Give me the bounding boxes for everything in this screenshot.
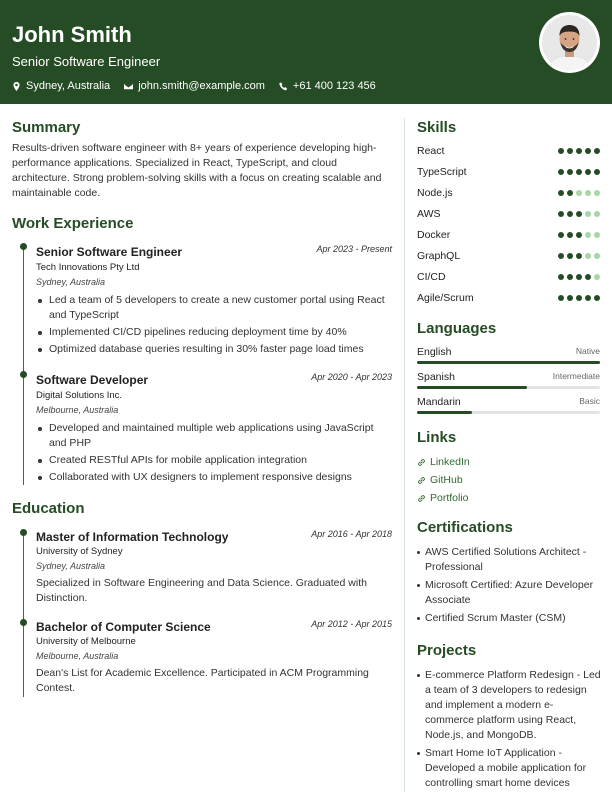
rating-dot [585,211,591,217]
rating-dot [585,148,591,154]
skill-row [417,145,600,159]
language-level: Native [575,346,600,356]
rating-dot [576,253,582,259]
rating-dot [594,211,600,217]
envelope-icon [124,82,133,91]
rating-dot [576,295,582,301]
rating-dot [576,190,582,196]
language-level: Basic [579,396,600,406]
rating-dot [558,295,564,301]
rating-dot [558,274,564,280]
map-pin-icon [12,82,21,91]
rating-dot [576,232,582,238]
rating-dot [576,211,582,217]
certifications-heading: Certifications [417,519,513,536]
degree-title: Master of Information Technology [36,530,229,544]
projects-list [417,668,602,792]
school-name: University of Melbourne [36,636,136,647]
rating-dot [594,232,600,238]
list-item: Developed and maintained multiple web applications using JavaScript and PHP [36,421,392,451]
rating-dot [585,169,591,175]
link-label[interactable]: Portfolio [430,492,469,504]
link-linkedin[interactable] [417,456,470,468]
list-item: Optimized database queries resulting in 30% faster page load times [36,342,392,357]
rating-dot [576,148,582,154]
education-timeline [23,531,24,697]
job-company: Digital Solutions Inc. [36,390,123,401]
candidate-name: John Smith [12,22,132,47]
contact-location [12,80,110,92]
skill-row [417,229,600,243]
school-location: Sydney, Australia [36,561,106,571]
resume-header [0,0,612,104]
language-row [417,346,600,366]
education-heading: Education [12,500,85,517]
list-item: E-commerce Platform Redesign - Led a team of 3 developers to redesign and implement a modern e-commerce platform using React, Node.js, and MongoDB. [417,668,602,743]
summary-text: Results-driven software engineer with 8+ years of experience developing high-performance applications. Specialized in React, TypeScript, and cloud architecture. Strong problem-solving skills with a focus on creating scalable and maintainable code. [12,142,382,199]
skill-row [417,292,600,306]
skill-row [417,208,600,222]
rating-dot [558,232,564,238]
rating-dot [576,169,582,175]
links-heading: Links [417,429,457,446]
rating-dot [594,148,600,154]
list-item: Created RESTful APIs for mobile application integration [36,453,392,468]
list-item: AWS Certified Solutions Architect - Professional [417,545,602,575]
skill-name: AWS [417,208,441,220]
rating-dot [594,169,600,175]
skill-rating [558,295,600,301]
language-row [417,396,600,416]
language-name: English [417,346,452,358]
language-progress-bar [417,411,600,414]
skill-rating [558,274,600,280]
skill-row [417,166,600,180]
skill-row [417,187,600,201]
experience-heading: Work Experience [12,215,134,232]
contact-email[interactable] [124,80,265,92]
education-dates: Apr 2012 - Apr 2015 [311,619,392,629]
location-text: Sydney, Australia [26,80,111,92]
skill-name: Docker [417,229,451,241]
link-label[interactable]: GitHub [430,474,463,486]
skill-name: GraphQL [417,250,461,262]
job-dates: Apr 2023 - Present [316,244,392,254]
experience-timeline [23,245,24,485]
job-title: Software Developer [36,373,149,387]
job-bullets [36,293,392,359]
skills-heading: Skills [417,119,457,136]
skill-rating [558,232,600,238]
summary-heading: Summary [12,119,81,136]
rating-dot [585,253,591,259]
job-dates: Apr 2020 - Apr 2023 [311,372,392,382]
language-name: Spanish [417,371,455,383]
contact-info [12,80,376,92]
timeline-dot [20,619,27,626]
email-text[interactable]: john.smith@example.com [138,80,265,92]
job-location: Sydney, Australia [36,277,106,287]
rating-dot [567,148,573,154]
list-item: Certified Scrum Master (CSM) [417,611,602,626]
rating-dot [594,295,600,301]
education-dates: Apr 2016 - Apr 2018 [311,529,392,539]
rating-dot [594,253,600,259]
language-progress-bar [417,386,600,389]
rating-dot [567,274,573,280]
skill-row [417,250,600,264]
job-company: Tech Innovations Pty Ltd [36,262,140,273]
rating-dot [594,274,600,280]
school-name: University of Sydney [36,546,123,557]
job-title: Senior Software Engineer [36,245,183,259]
timeline-dot [20,371,27,378]
rating-dot [558,169,564,175]
language-row [417,371,600,391]
language-progress-fill [417,361,600,364]
projects-heading: Projects [417,642,477,659]
rating-dot [585,232,591,238]
list-item: Led a team of 5 developers to create a new customer portal using React and TypeScript [36,293,392,323]
job-location: Melbourne, Australia [36,405,119,415]
skill-rating [558,190,600,196]
skill-name: TypeScript [417,166,467,178]
degree-title: Bachelor of Computer Science [36,620,211,634]
language-progress-bar [417,361,600,364]
language-progress-fill [417,386,527,389]
language-name: Mandarin [417,396,461,408]
rating-dot [576,274,582,280]
skill-row [417,271,600,285]
phone-text[interactable]: +61 400 123 456 [292,80,376,92]
list-item: Smart Home IoT Application - Developed a mobile application for controlling smart home devices [417,746,602,791]
rating-dot [558,211,564,217]
list-item: Implemented CI/CD pipelines reducing deployment time by 40% [36,325,392,340]
timeline-dot [20,243,27,250]
rating-dot [567,190,573,196]
chain-link-icon [417,458,426,467]
skill-rating [558,211,600,217]
timeline-dot [20,529,27,536]
rating-dot [558,148,564,154]
phone-icon [279,82,288,91]
skill-name: CI/CD [417,271,446,283]
profile-photo [542,15,597,70]
rating-dot [585,190,591,196]
rating-dot [585,274,591,280]
skill-name: React [417,145,445,157]
link-label[interactable]: LinkedIn [430,456,470,468]
rating-dot [558,190,564,196]
list-item: Microsoft Certified: Azure Developer Associate [417,578,602,608]
chain-link-icon [417,476,426,485]
link-github[interactable] [417,474,463,486]
skill-name: Agile/Scrum [417,292,474,304]
education-description: Specialized in Software Engineering and Data Science. Graduated with Distinction. [36,577,367,604]
school-location: Melbourne, Australia [36,651,119,661]
rating-dot [567,295,573,301]
job-bullets [36,421,392,487]
link-portfolio[interactable] [417,492,469,504]
candidate-role: Senior Software Engineer [12,54,161,69]
rating-dot [558,253,564,259]
avatar [539,12,600,73]
rating-dot [585,295,591,301]
certifications-list [417,545,602,629]
column-divider [404,118,405,792]
skill-rating [558,253,600,259]
list-item: Collaborated with UX designers to implement responsive designs [36,470,392,485]
education-description: Dean's List for Academic Excellence. Participated in ACM Programming Contest. [36,667,369,694]
skill-rating [558,169,600,175]
rating-dot [567,169,573,175]
skill-rating [558,148,600,154]
rating-dot [567,211,573,217]
skill-name: Node.js [417,187,453,199]
rating-dot [567,253,573,259]
rating-dot [567,232,573,238]
language-progress-fill [417,411,472,414]
rating-dot [594,190,600,196]
chain-link-icon [417,494,426,503]
language-level: Intermediate [552,371,600,381]
contact-phone[interactable] [279,80,376,92]
languages-heading: Languages [417,320,497,337]
